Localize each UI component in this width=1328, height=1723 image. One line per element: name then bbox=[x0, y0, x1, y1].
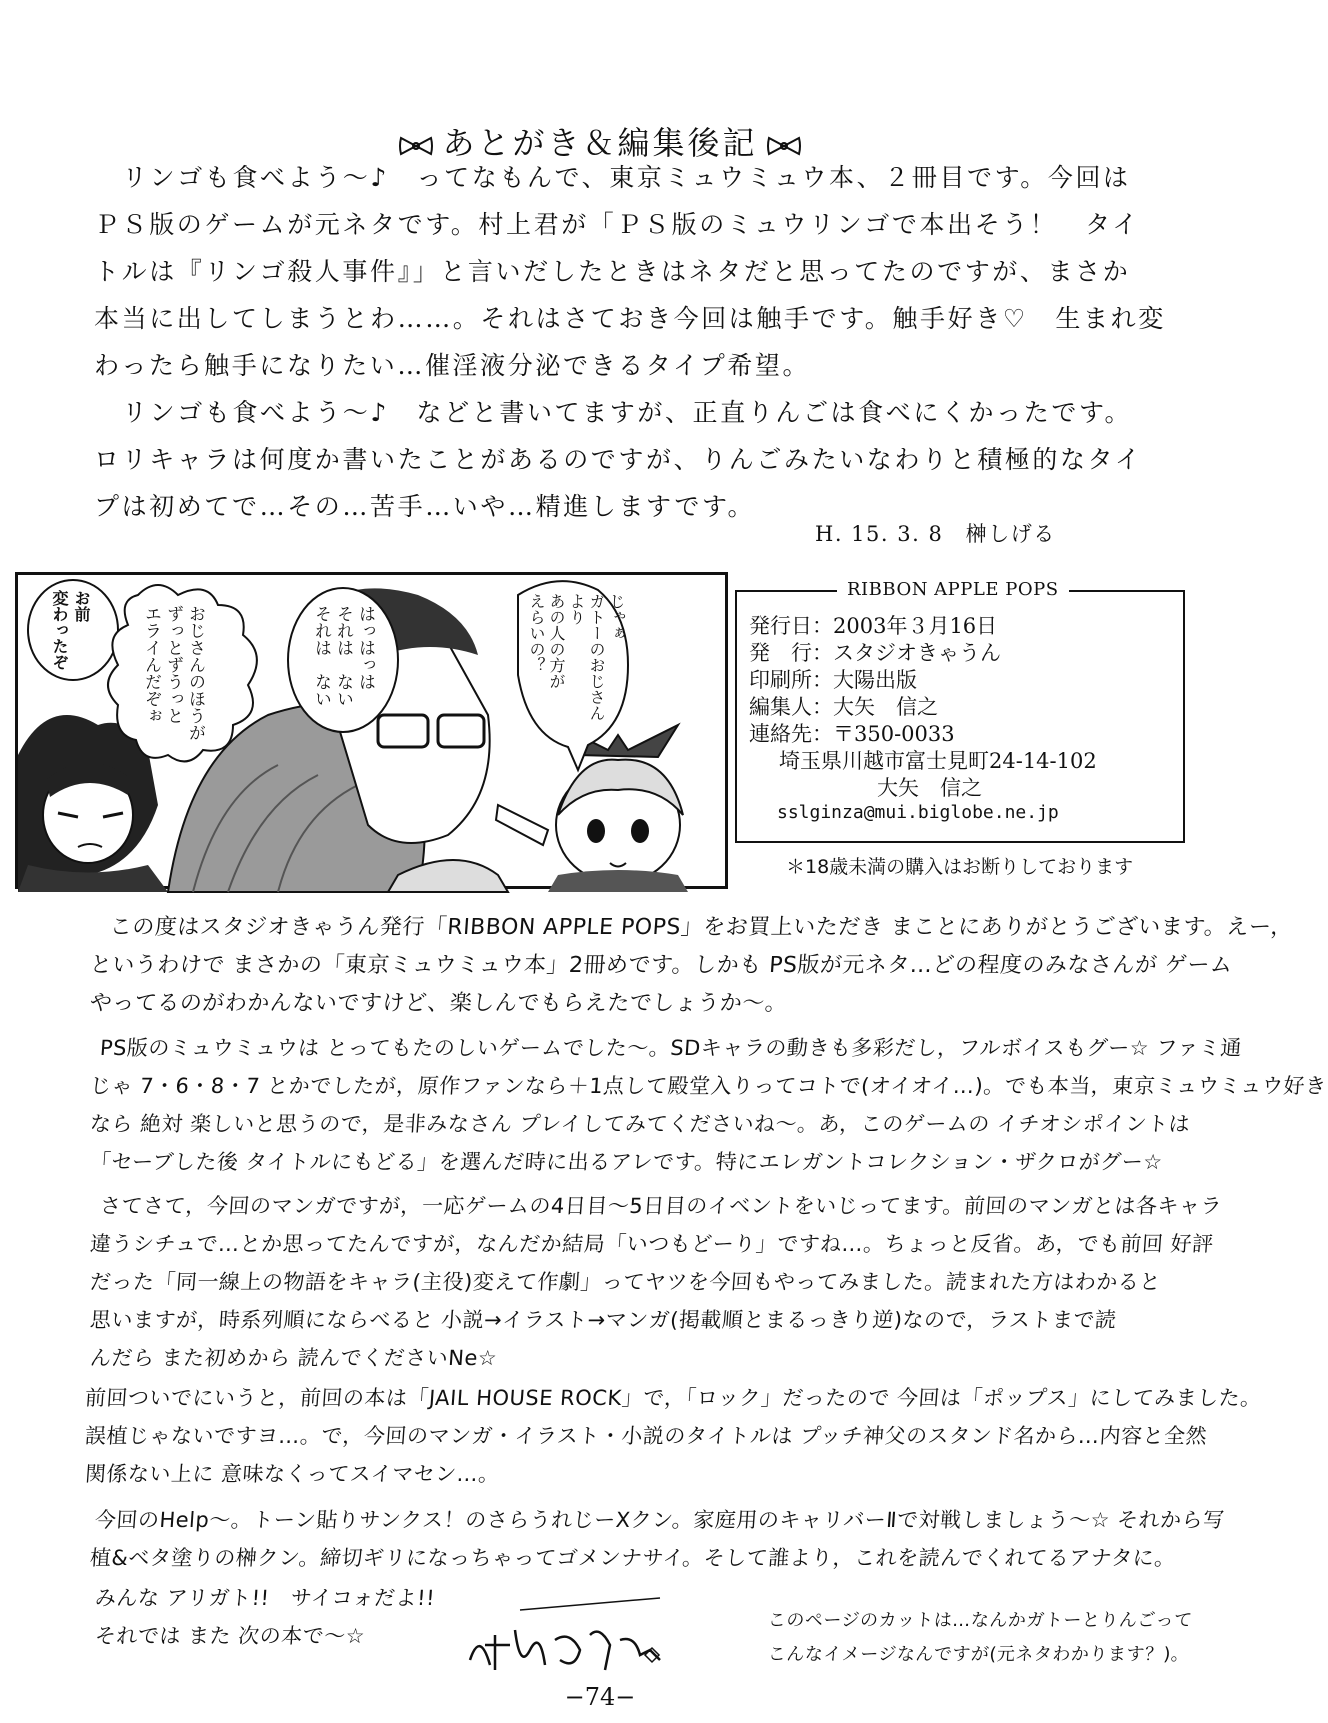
date-signature: H. 15. 3. 8 榊しげる bbox=[815, 522, 1056, 546]
colophon-row: 発行日：2003年３月16日 bbox=[749, 614, 998, 638]
handwritten-line: だった「同一線上の物語をキャラ(主役)変えて作劇」ってヤツを今回もやってみました。読まれた方はわかると bbox=[89, 1270, 1162, 1294]
handwritten-line: というわけで まさかの「東京ミュウミュウ本」2冊めです。しかも PS版が元ネタ…どの程度のみなさんが ゲーム bbox=[88, 953, 1234, 978]
ribbon-icon bbox=[398, 135, 434, 157]
colophon-row: 連絡先：〒350-0033 bbox=[749, 722, 955, 746]
handwritten-line: 植&ベタ塗りの榊クン。締切ギリになっちゃってゴメンナサイ。そして誰より，これを読んでくれてるアナタに。 bbox=[89, 1546, 1177, 1570]
speech-bubble-laugh: はっはっは それは ない それは ない bbox=[311, 605, 375, 707]
afterword-line: ＰＳ版のゲームが元ネタです。村上君が「ＰＳ版のミュウリンゴで本出そう！ タイ bbox=[94, 210, 1140, 239]
afterword-line: ロリキャラは何度か書いたことがあるのですが、りんごみたいなわりと積極的なタイ bbox=[94, 445, 1143, 474]
handwritten-line: 関係ない上に 意味なくってスイマセン…。 bbox=[84, 1462, 501, 1486]
handwritten-line: なら 絶対 楽しいと思うので，是非みなさん プレイしてみてくださいね〜。あ，このゲームの イチオシポイントは bbox=[89, 1112, 1191, 1136]
page-number: −74− bbox=[564, 1683, 636, 1711]
afterword-line: わったら触手になりたい…催淫液分泌できるタイプ希望。 bbox=[94, 351, 811, 380]
speech-bubble-cloud: おじさんのほうが ずっとずうっと エライんだぞぉ bbox=[141, 605, 205, 741]
handwritten-signature bbox=[460, 1590, 670, 1680]
speech-bubble-girl: じゃぁ ガトーのおじさん より あの人の方が えらいの？ bbox=[527, 593, 626, 721]
ribbon-icon bbox=[766, 135, 802, 157]
handwritten-line: 前回ついでにいうと，前回の本は「JAIL HOUSE ROCK」で，「ロック」だったので 今回は「ポップス」にしてみました。 bbox=[84, 1386, 1263, 1410]
colophon-box bbox=[735, 579, 1185, 843]
colophon-email: sslginza@mui.biglobe.ne.jp bbox=[777, 802, 1059, 823]
handwritten-line: みんな アリガト!! サイコォだよ!! bbox=[94, 1586, 436, 1610]
colophon-title: RIBBON APPLE POPS bbox=[837, 579, 1069, 600]
handwritten-line: 誤植じゃないですヨ…。で，今回のマンガ・イラスト・小説のタイトルは プッチ神父のスタンド名から…内容と全然 bbox=[84, 1424, 1209, 1448]
handwritten-line: 「セーブした後 タイトルにもどる」を選んだ時に出るアレです。特にエレガントコレクション・ザクロがグー☆ bbox=[89, 1150, 1164, 1174]
afterword-line: トルは『リンゴ殺人事件』」と言いだしたときはネタだと思ってたのですが、まさか bbox=[94, 257, 1131, 286]
age-warning: ＊18歳未満の購入はお断りしております bbox=[786, 856, 1134, 878]
afterword-line: プは初めてで…その…苦手…いや…精進しますです。 bbox=[94, 492, 756, 521]
handwritten-line: さてさて，今回のマンガですが，一応ゲームの4日目〜5日目のイベントをいじってます。前回のマンガとは各キャラ bbox=[99, 1194, 1223, 1218]
colophon-name: 大矢 信之 bbox=[877, 776, 982, 800]
comic-panel bbox=[15, 572, 728, 889]
colophon-row: 発 行：スタジオきゃうん bbox=[749, 641, 1001, 665]
afterword-line: リンゴも食べよう〜♪ ってなもんで、東京ミュウミュウ本、２冊目です。今回は bbox=[122, 163, 1131, 192]
colophon-row: 印刷所：大陽出版 bbox=[749, 668, 917, 692]
handwritten-line: 思いますが，時系列順にならべると 小説→イラスト→マンガ(掲載順とまるっきり逆)なので，ラストまで読 bbox=[89, 1308, 1118, 1332]
handwritten-line: んだら また初めから 読んでくださいNe☆ bbox=[89, 1346, 499, 1370]
afterword-title-text: あとがき＆編集後記 bbox=[442, 124, 758, 162]
colophon-address: 埼玉県川越市富士見町24-14-102 bbox=[779, 749, 1097, 773]
cut-note-line: こんなイメージなんですが(元ネタわかります？)。 bbox=[767, 1644, 1191, 1665]
handwritten-line: やってるのがわかんないですけど、楽しんでもらえたでしょうか〜。 bbox=[88, 991, 789, 1016]
speech-bubble-left: お前 変わったぞ bbox=[50, 590, 91, 670]
colophon-row: 編集人：大矢 信之 bbox=[749, 695, 938, 719]
handwritten-line: じゃ 7・6・8・7 とかでしたが，原作ファンなら＋1点して殿堂入りってコトで(オイオイ…)。でも本当，東京ミュウミュウ好き bbox=[89, 1074, 1328, 1098]
handwritten-line: この度はスタジオきゃうん発行「RIBBON APPLE POPS」をお買上いただき まことにありがとうございます。えー， bbox=[108, 915, 1294, 940]
afterword-line: 本当に出してしまうとわ……。それはさておき今回は触手です。触手好き♡ 生まれ変 bbox=[94, 304, 1166, 333]
handwritten-line: 違うシチュで…とか思ってたんですが，なんだか結局「いつもどーり」ですね…。ちょっと反省。あ，でも前回 好評 bbox=[89, 1232, 1215, 1256]
handwritten-line: それでは また 次の本で〜☆ bbox=[94, 1624, 366, 1648]
handwritten-line: 今回のHelp〜。トーン貼りサンクス！のさらうれじーXクン。家庭用のキャリバーⅡで対戦しましょう〜☆ それから写 bbox=[94, 1508, 1226, 1532]
afterword-line: リンゴも食べよう〜♪ などと書いてますが、正直りんごは食べにくかったです。 bbox=[122, 398, 1133, 427]
handwritten-line: PS版のミュウミュウは とってもたのしいゲームでした〜。SDキャラの動きも多彩だし，フルボイスもグー☆ ファミ通 bbox=[99, 1036, 1243, 1060]
cut-note-line: このページのカットは…なんかガトーとりんごって bbox=[767, 1610, 1194, 1631]
